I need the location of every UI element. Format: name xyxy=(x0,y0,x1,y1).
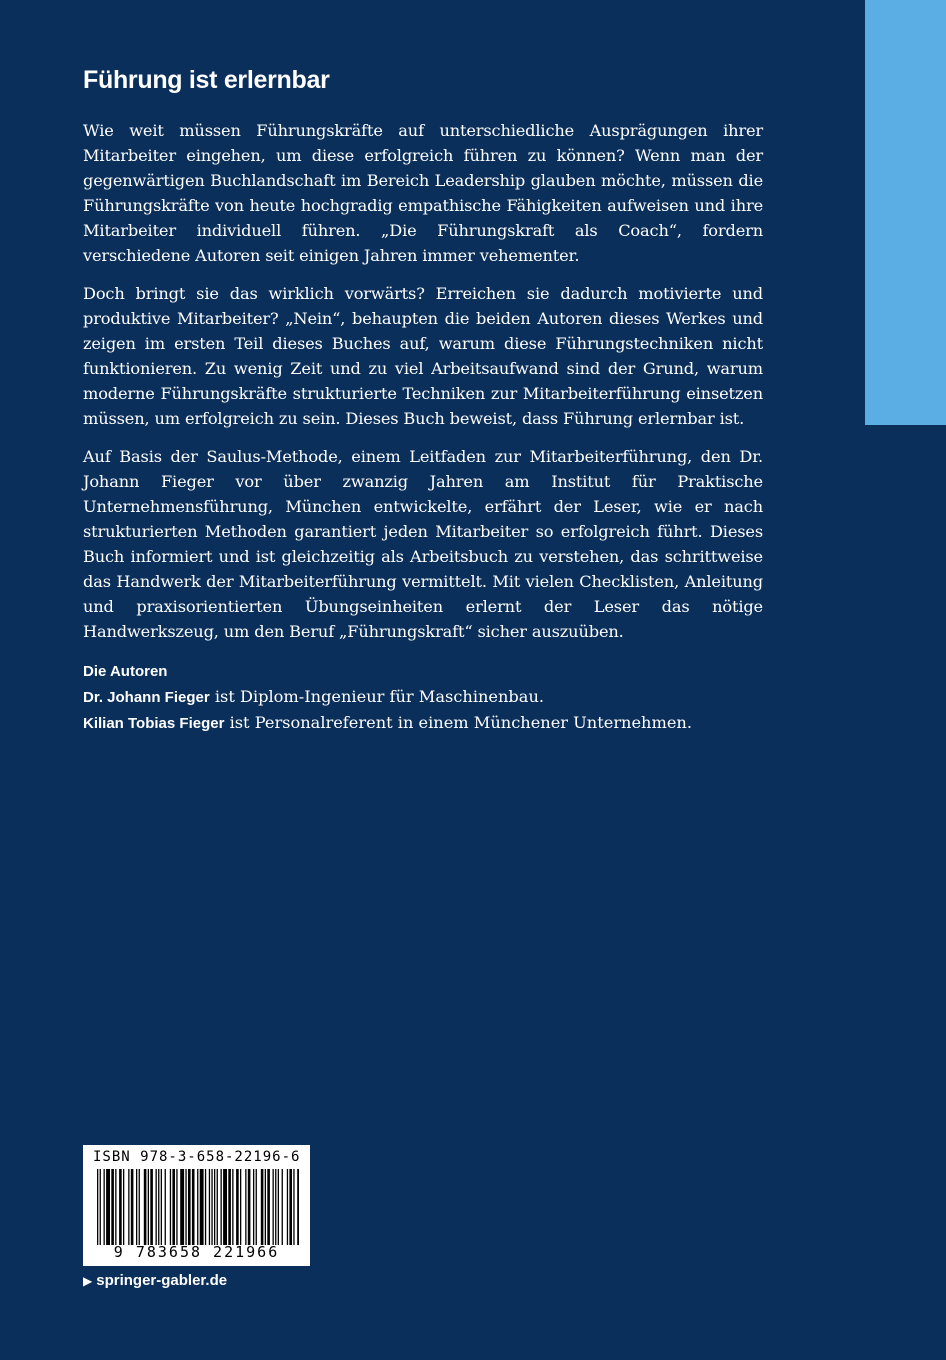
barcode-bar xyxy=(282,1169,283,1245)
paragraph-2: Doch bringt sie das wirklich vorwärts? Erreichen sie dadurch motivierte und produktive Mitarbeiter? „Nein“, behaupten die beiden Autoren dieses Werkes und zeigen im ersten Teil dieses Buches auf, warum diese Führungstechniken nicht funktionieren. Zu wenig Zeit und zu viel Arbeitsaufwand sind der Grund, warum moderne Führungskräfte strukturierte Techniken zur Mitarbeiterführung einsetzen müssen, um erfolgreich zu sein. Dieses Buch beweist, dass Führung erlernbar ist. xyxy=(83,284,763,428)
publisher-website[interactable] xyxy=(83,1272,227,1289)
accent-bar xyxy=(865,0,946,425)
barcode-bar xyxy=(119,1169,122,1245)
barcode-bar xyxy=(287,1169,288,1245)
barcode-bar xyxy=(136,1169,137,1245)
barcode-digits: 9 783658 221966 xyxy=(113,1243,280,1261)
barcode-bar xyxy=(158,1169,159,1245)
barcode-bar xyxy=(185,1169,186,1245)
barcode-bar xyxy=(170,1169,171,1245)
barcode-bar xyxy=(165,1169,166,1245)
barcode-bar xyxy=(148,1169,149,1245)
barcode-bar xyxy=(240,1169,241,1245)
barcode-bar xyxy=(176,1169,177,1245)
barcode-bar xyxy=(104,1169,105,1245)
author-2-name: Kilian Tobias Fieger xyxy=(83,715,225,732)
barcode-bar xyxy=(100,1169,101,1245)
cover-title: Führung ist erlernbar xyxy=(83,66,330,94)
barcode-bar xyxy=(150,1169,153,1245)
barcode-bar xyxy=(236,1169,239,1245)
barcode-bar xyxy=(217,1169,218,1245)
barcode-bar xyxy=(256,1169,257,1245)
barcode-bar xyxy=(221,1169,222,1245)
author-line-1 xyxy=(83,684,763,710)
barcode-bar xyxy=(200,1169,204,1245)
website-link[interactable]: springer-gabler.de xyxy=(96,1272,228,1289)
barcode-bar xyxy=(111,1169,114,1245)
author-2-desc: ist Personalreferent in einem Münchener Unternehmen. xyxy=(224,713,692,732)
isbn-barcode xyxy=(83,1145,310,1266)
barcode-bar xyxy=(275,1169,276,1245)
barcode-bar xyxy=(245,1169,246,1245)
barcode-bar xyxy=(278,1169,279,1245)
barcode-bar xyxy=(273,1169,274,1245)
barcode-bar xyxy=(128,1169,129,1245)
authors-heading: Die Autoren xyxy=(83,663,168,680)
barcode-bar xyxy=(115,1169,116,1245)
barcode-bar xyxy=(205,1169,206,1245)
barcode-bar xyxy=(188,1169,191,1245)
barcode-bar xyxy=(139,1169,140,1245)
author-line-2 xyxy=(83,710,763,736)
barcode-bar xyxy=(197,1169,198,1245)
barcode-bar xyxy=(131,1169,134,1245)
barcode-bar xyxy=(180,1169,184,1245)
barcode-bar xyxy=(97,1169,98,1245)
barcode-bar xyxy=(223,1169,227,1245)
barcode-bar xyxy=(297,1169,299,1245)
barcode-bar xyxy=(232,1169,233,1245)
paragraph-1: Wie weit müssen Führungskräfte auf unterschiedliche Ausprägungen ihrer Mitarbeiter eingehen, um diese erfolgreich führen zu können? Wenn man der gegenwärtigen Buchlandschaft im Bereich Leadership glauben möchte, müssen die Führungskräfte von heute hochgradig empathische Fähigkeiten aufweisen und ihre Mitarbeiter individuell führen. „Die Führungskraft als Coach“, fordern verschiedene Autoren seit einigen Jahren immer vehementer. xyxy=(83,121,763,265)
barcode-bar xyxy=(156,1169,157,1245)
barcode-bar xyxy=(248,1169,251,1245)
back-cover-text xyxy=(83,62,763,736)
barcode-bar xyxy=(289,1169,292,1245)
barcode-bar xyxy=(211,1169,212,1245)
barcode-bar xyxy=(261,1169,264,1245)
barcode-bar xyxy=(267,1169,270,1245)
barcode-bars xyxy=(97,1169,299,1245)
author-1-desc: ist Diplom-Ingenieur für Maschinenbau. xyxy=(209,687,545,706)
barcode-bar xyxy=(265,1169,266,1245)
barcode-bar xyxy=(192,1169,195,1245)
barcode-bar xyxy=(253,1169,254,1245)
isbn-label: ISBN 978-3-658-22196-6 xyxy=(93,1149,301,1165)
author-1-name: Dr. Johann Fieger xyxy=(83,689,210,706)
arrow-right-icon: ▶ xyxy=(83,1274,93,1288)
barcode-bar xyxy=(172,1169,175,1245)
paragraph-3: Auf Basis der Saulus-Methode, einem Leitfaden zur Mitarbeiterführung, den Dr. Johann Fieger vor über zwanzig Jahren am Institut für Praktische Unternehmensführung, München entwickelte, erfährt der Leser, wie er nach strukturierten Methoden garantiert jeden Mitarbeiter so erfolgreich führt. Dieses Buch informiert und ist gleichzeitig als Arbeitsbuch zu verstehen, das schrittweise das Handwerk der Mitarbeiterführung vermittelt. Mit vielen Checklisten, Anleitung und praxisorientierten Übungseinheiten erlernt der Leser das nötige Handwerkszeug, um den Beruf „Führungskraft“ sicher auszuüben. xyxy=(83,447,763,641)
barcode-bar xyxy=(214,1169,215,1245)
barcode-bar xyxy=(293,1169,294,1245)
barcode-bar xyxy=(106,1169,110,1245)
barcode-bar xyxy=(228,1169,231,1245)
barcode-bar xyxy=(144,1169,147,1245)
barcode-bar xyxy=(123,1169,124,1245)
barcode-bar xyxy=(161,1169,162,1245)
barcode-bar xyxy=(209,1169,210,1245)
authors-section xyxy=(83,659,763,736)
